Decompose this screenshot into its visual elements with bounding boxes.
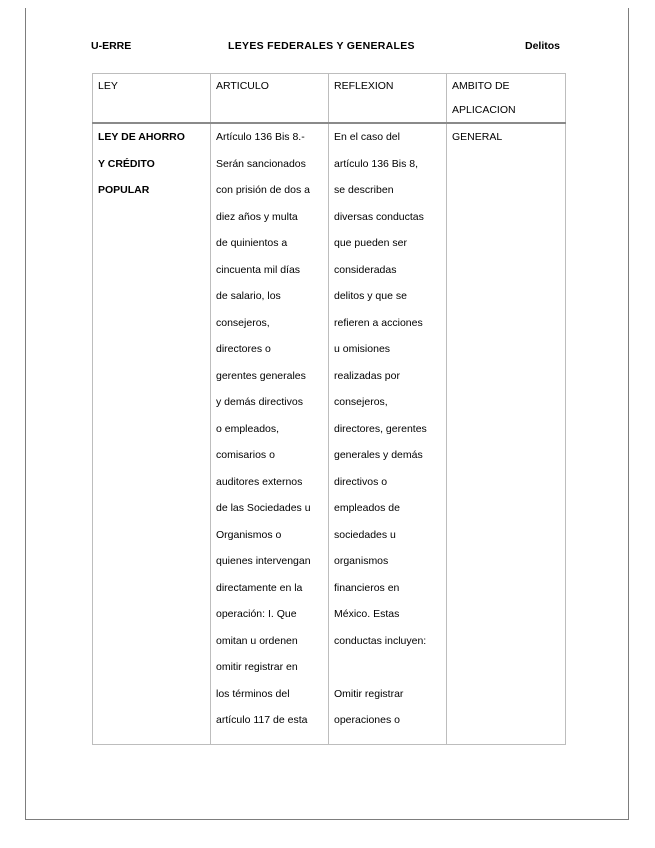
articulo-line: diez años y multa (216, 210, 298, 223)
reflexion-line: generales y demás (334, 449, 423, 461)
articulo-line: cincuenta mil días (216, 263, 301, 276)
articulo-line: directores o (216, 343, 271, 355)
reflexion-line: financieros en (334, 581, 400, 594)
cell-ley (93, 123, 211, 745)
articulo-line: de las Sociedades u (216, 502, 311, 514)
column-header-articulo: ARTICULO (211, 74, 329, 124)
reflexion-line: que pueden ser (334, 237, 407, 249)
cell-reflexion (329, 123, 447, 745)
articulo-line: auditores externos (216, 475, 303, 488)
articulo-line: gerentes generales (216, 369, 306, 382)
reflexion-line: sociedades u (334, 528, 396, 541)
articulo-line: y demás directivos (216, 396, 303, 408)
reflexion-line: u omisiones (334, 343, 391, 355)
articulo-line: de quinientos a (216, 237, 288, 249)
ley-line: POPULAR (98, 184, 150, 196)
ley-line: LEY DE AHORRO (98, 131, 185, 143)
column-header-ambito (447, 74, 566, 124)
reflexion-line: México. Estas (334, 608, 400, 620)
articulo-line: con prisión de dos a (216, 184, 310, 196)
articulo-line: Serán sancionados (216, 157, 306, 170)
cell-ambito: GENERAL (447, 123, 566, 745)
reflexion-line: consejeros, (334, 396, 388, 408)
reflexion-line: organismos (334, 555, 389, 567)
column-header-ambito-line: APLICACION (452, 104, 516, 116)
reflexion-line: En el caso del (334, 131, 400, 143)
column-header-ambito-line: AMBITO DE (452, 80, 510, 92)
reflexion-line: consideradas (334, 263, 397, 276)
reflexion-line: conductas incluyen: (334, 634, 427, 647)
law-table (92, 73, 566, 745)
ley-line: Y CRÉDITO (98, 157, 155, 170)
reflexion-line: artículo 136 Bis 8, (334, 157, 419, 170)
reflexion-line: empleados de (334, 502, 400, 514)
articulo-line: operación: I. Que (216, 608, 297, 620)
articulo-line: omitir registrar en (216, 661, 298, 673)
paragraph-gap (334, 654, 441, 681)
column-header-ley: LEY (93, 74, 211, 124)
articulo-line: comisarios o (216, 449, 275, 461)
articulo-line: quienes intervengan (216, 555, 311, 567)
articulo-line: Artículo 136 Bis 8.- (216, 131, 305, 143)
table-header-row (93, 74, 566, 124)
reflexion-line: delitos y que se (334, 290, 407, 302)
articulo-line: los términos del (216, 687, 290, 700)
reflexion-line: realizadas por (334, 369, 400, 382)
reflexion-line: refieren a acciones (334, 316, 423, 329)
articulo-line: artículo 117 de esta (216, 714, 308, 726)
table-row (93, 123, 566, 745)
reflexion-line: Omitir registrar (334, 687, 404, 700)
reflexion-line: se describen (334, 184, 394, 196)
header-right: Delitos (525, 40, 561, 52)
reflexion-line: diversas conductas (334, 210, 424, 223)
articulo-line: de salario, los (216, 290, 281, 302)
articulo-line: consejeros, (216, 316, 270, 329)
column-header-reflexion: REFLEXION (329, 74, 447, 124)
reflexion-line: directores, gerentes (334, 422, 427, 435)
reflexion-line: directivos o (334, 475, 388, 488)
articulo-line: directamente en la (216, 581, 303, 594)
articulo-line: o empleados, (216, 422, 280, 435)
header-left: U-ERRE (91, 40, 132, 52)
header-title: LEYES FEDERALES Y GENERALES (228, 40, 415, 52)
articulo-line: Organismos o (216, 528, 282, 541)
articulo-line: omitan u ordenen (216, 634, 298, 647)
reflexion-line: operaciones o (334, 714, 400, 726)
cell-articulo (211, 123, 329, 745)
